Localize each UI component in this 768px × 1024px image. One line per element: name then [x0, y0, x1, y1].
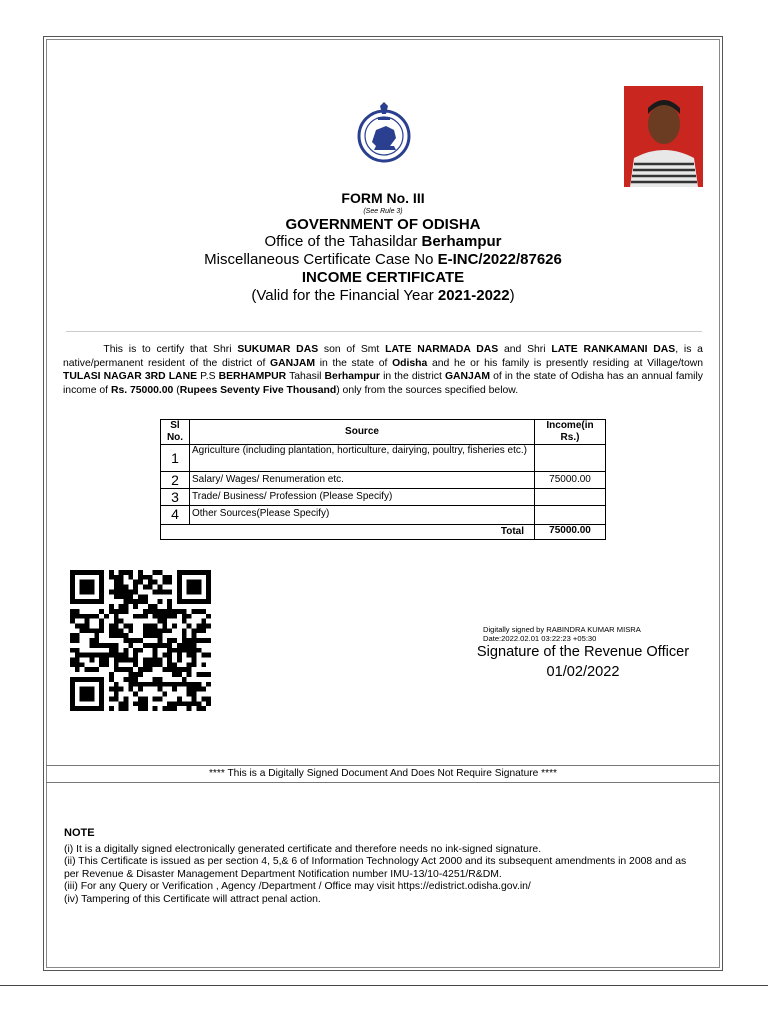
body-text: son of Smt	[318, 344, 386, 355]
signature-date: 01/02/2022	[546, 664, 620, 680]
validity-line	[46, 287, 720, 305]
tahasil-name: Berhampur	[324, 371, 380, 383]
qr-code-icon	[70, 570, 211, 711]
body-text: (	[173, 384, 180, 396]
page-bottom-rule	[0, 985, 768, 986]
signature-title: Signature of the Revenue Officer	[476, 644, 690, 660]
row-source: Other Sources(Please Specify)	[190, 506, 535, 525]
digital-signature-stamp	[483, 625, 641, 643]
note-item: (ii) This Certificate is issued as per section 4, 5,& 6 of Information Technology Act 2000 and its subsequent amendments in 2008 and as per Revenue & Disaster Management Department Notification number IMU-13/10-4251/R&DM.	[64, 856, 687, 880]
body-text: This is to certify that Shri	[103, 344, 238, 355]
table-row	[161, 472, 606, 489]
applicant-name: SUKUMAR DAS	[237, 344, 319, 355]
form-number: FORM No. III	[341, 190, 425, 206]
applicant-photo	[624, 86, 703, 187]
note-item: (i) It is a digitally signed electronically generated certificate and therefore needs no ink-signed signature.	[64, 843, 542, 855]
body-text: P.S	[197, 371, 219, 383]
row-sl: 1	[161, 445, 190, 472]
body-text: and Shri	[498, 344, 552, 355]
note-item: (iv) Tampering of this Certificate will attract penal action.	[64, 893, 321, 905]
revenue-officer-signature	[470, 642, 696, 682]
applicant-photo-icon	[624, 86, 703, 187]
office-prefix: Office of the Tahasildar	[264, 233, 422, 250]
table-row	[161, 489, 606, 506]
body-text: ) only from the sources specified below.	[336, 384, 519, 396]
signed-by: Digitally signed by RABINDRA KUMAR MISRA	[483, 625, 641, 634]
table-total-row	[161, 525, 606, 540]
office-name: Berhampur	[421, 233, 502, 250]
col-income-header: Income(in Rs.)	[535, 420, 606, 445]
certification-paragraph	[63, 343, 703, 397]
row-sl: 4	[161, 506, 190, 525]
father-name: LATE RANKAMANI DAS	[551, 344, 676, 355]
state-name: Odisha	[392, 357, 428, 369]
case-number: E-INC/2022/87626	[437, 251, 562, 268]
body-text: of in the state of Odisha has an annual family income of	[63, 371, 703, 396]
table-row	[161, 506, 606, 525]
odisha-emblem-icon	[356, 102, 412, 166]
table-header-row	[161, 420, 606, 445]
see-rule: (See Rule 3)	[363, 208, 403, 215]
row-income: 75000.00	[535, 472, 606, 489]
table-row	[161, 445, 606, 472]
valid-suffix: )	[509, 287, 515, 304]
row-source: Trade/ Business/ Profession (Please Specify)	[190, 489, 535, 506]
valid-year: 2021-2022	[437, 287, 510, 304]
note-item: (iii) For any Query or Verification , Agency /Department / Office may visit https://edistrict.odisha.gov.in/	[64, 881, 531, 893]
district-name-2: GANJAM	[444, 371, 490, 383]
total-value: 75000.00	[535, 525, 606, 540]
note-title: NOTE	[64, 827, 95, 839]
case-prefix: Miscellaneous Certificate Case No	[204, 251, 438, 268]
body-text: in the district	[379, 371, 445, 383]
digital-signed-notice: **** This is a Digitally Signed Document And Does Not Require Signature ****	[46, 765, 720, 783]
valid-prefix: (Valid for the Financial Year	[251, 287, 438, 304]
signature-timestamp: Date:2022.02.01 03:22:23 +05:30	[483, 634, 597, 643]
district-name: GANJAM	[270, 357, 316, 369]
income-in-words: Rupees Seventy Five Thousand	[179, 384, 337, 396]
body-text: , is a native/permanent resident of the district of	[63, 344, 703, 369]
row-source: Agriculture (including plantation, horticulture, dairying, poultry, fisheries etc.)	[190, 445, 535, 472]
note-section	[64, 827, 704, 907]
body-text: and he or his family is presently residing at Village/town	[427, 357, 704, 369]
col-source-header: Source	[190, 420, 535, 445]
case-line	[46, 251, 720, 269]
certificate-title: INCOME CERTIFICATE	[301, 269, 465, 286]
row-source: Salary/ Wages/ Renumeration etc.	[190, 472, 535, 489]
row-income	[535, 445, 606, 472]
body-text: Tahasil	[286, 371, 325, 383]
income-amount: Rs. 75000.00	[110, 384, 174, 396]
police-station: BERHAMPUR	[218, 371, 287, 383]
col-sl-header: Sl No.	[161, 420, 190, 445]
mother-name: LATE NARMADA DAS	[385, 344, 499, 355]
row-income	[535, 506, 606, 525]
government-name: GOVERNMENT OF ODISHA	[285, 216, 481, 233]
row-income	[535, 489, 606, 506]
office-line	[46, 233, 720, 251]
row-sl: 3	[161, 489, 190, 506]
body-text: in the state of	[315, 357, 393, 369]
total-label: Total	[161, 525, 535, 540]
certificate-header	[46, 190, 720, 305]
header-divider	[66, 331, 702, 332]
village-name: TULASI NAGAR 3RD LANE	[63, 371, 197, 383]
row-sl: 2	[161, 472, 190, 489]
income-source-table	[160, 419, 606, 540]
